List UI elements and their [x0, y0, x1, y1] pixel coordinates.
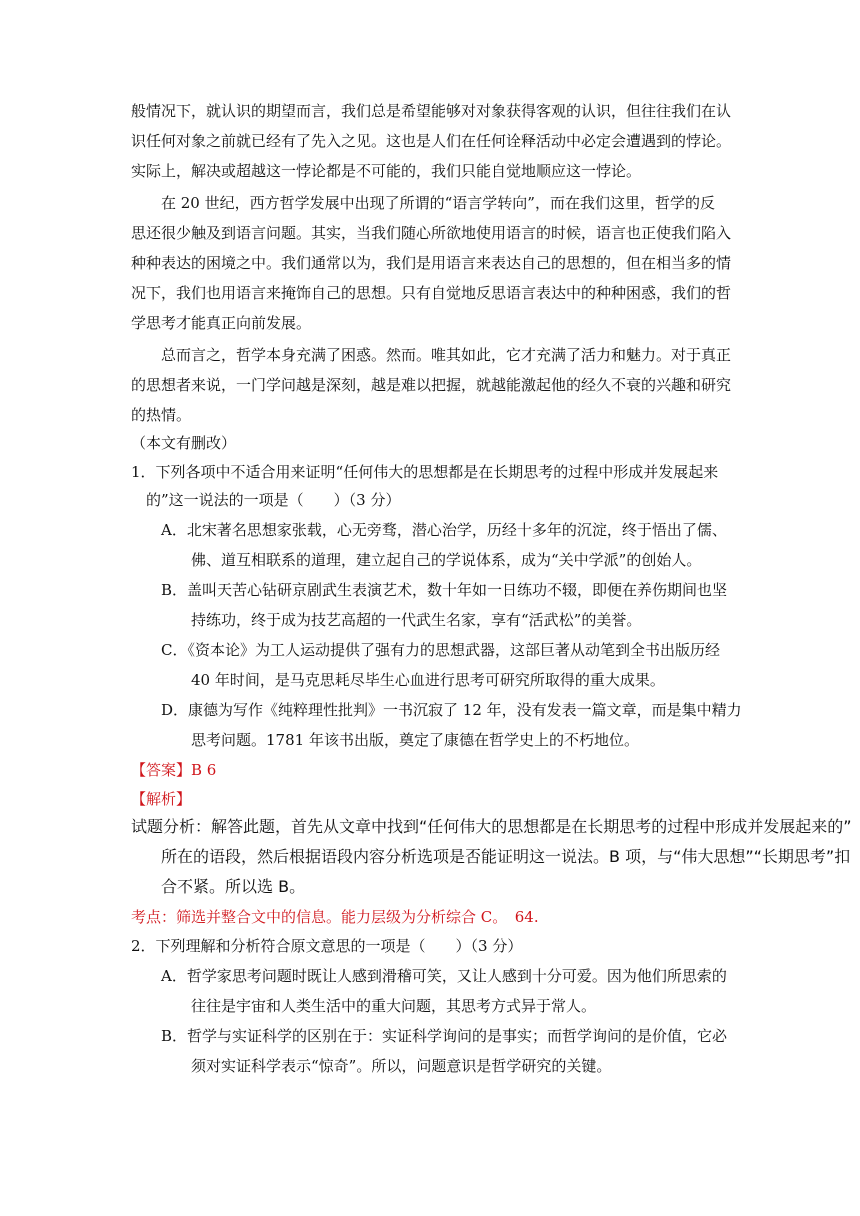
option-d: 思考问题。1781 年该书出版，奠定了康德在哲学史上的不朽地位。 [191, 731, 639, 749]
option-b: B．盖叫天苦心钻研京剧武生表演艺术，数十年如一日练功不辍，即便在养伤期间也坚 [161, 581, 728, 599]
question-1-stem: 1．下列各项中不适合用来证明“任何伟大的思想都是在长期思考的过程中形成并发展起来 [131, 463, 719, 481]
passage-line: 实际上，解决或超越这一悖论都是不可能的，我们只能自觉地顺应这一悖论。 [131, 162, 642, 180]
passage-line: 般情况下，就认识的期望而言，我们总是希望能够对对象获得客观的认识，但往往我们在认 [131, 102, 732, 120]
analysis-text: 试题分析：解答此题，首先从文章中找到“任何伟大的思想都是在长期思考的过程中形成并发展起来的” [131, 817, 852, 836]
passage-line: 总而言之，哲学本身充满了困惑。然而。唯其如此，它才充满了活力和魅力。对于真正 [161, 346, 732, 364]
question-2-stem: 2．下列理解和分析符合原文意思的一项是（ ）（3 分） [131, 937, 523, 955]
option-a: A．哲学家思考问题时既让人感到滑稽可笑，又让人感到十分可爱。因为他们所思索的 [161, 967, 727, 985]
question-1-stem: 的”这一说法的一项是（ ）（3 分） [146, 491, 401, 509]
answer-value: B 6 [191, 761, 217, 779]
option-c: C．《资本论》为工人运动提供了强有力的思想武器，这部巨著从动笔到全书出版历经 [161, 641, 720, 659]
passage-line: 学思考才能真正向前发展。 [131, 314, 312, 332]
knowledge-point: 考点：筛选并整合文中的信息。能力层级为分析综合 C。 64. [131, 908, 539, 926]
option-a: 佛、道互相联系的道理，建立起自己的学说体系，成为“关中学派”的创始人。 [191, 551, 702, 569]
answer-line [131, 760, 216, 780]
passage-line: 思还很少触及到语言问题。其实，当我们随心所欲地使用语言的时候，语言也正使我们陷入 [131, 224, 732, 242]
analysis-text: 所在的语段，然后根据语段内容分析选项是否能证明这一说法。B 项，与“伟大思想”“长期思考”扣 [161, 847, 851, 866]
option-b: 持练功，终于成为技艺高超的一代武生名家，享有“活武松”的美誉。 [191, 611, 642, 629]
passage-line: 种种表达的困境之中。我们通常以为，我们是用语言来表达自己的思想的，但在相当多的情 [131, 254, 732, 272]
option-a: 往往是宇宙和人类生活中的重大问题，其思考方式异于常人。 [191, 997, 597, 1015]
source-note: （本文有删改） [131, 434, 237, 452]
option-d: D．康德为写作《纯粹理性批判》一书沉寂了 12 年，没有发表一篇文章，而是集中精力 [161, 701, 742, 719]
passage-line: 况下，我们也用语言来掩饰自己的思想。只有自觉地反思语言表达中的种种困惑，我们的哲 [131, 284, 732, 302]
option-c: 40 年时间，是马克思耗尽毕生心血进行思考可研究所取得的重大成果。 [191, 671, 665, 689]
passage-line: 的思想者来说，一门学问越是深刻，越是难以把握，就越能激起他的经久不衰的兴趣和研究 [131, 376, 732, 394]
passage-line: 识任何对象之前就已经有了先入之见。这也是人们在任何诠释活动中必定会遭遇到的悖论。 [131, 132, 732, 150]
analysis-label: 【解析】 [131, 790, 192, 808]
option-b: B．哲学与实证科学的区别在于：实证科学询问的是事实；而哲学询问的是价值，它必 [161, 1027, 728, 1045]
passage-line: 的热情。 [131, 406, 192, 424]
option-a: A．北宋著名思想家张载，心无旁骛，潜心治学，历经十多年的沉淀，终于悟出了儒、 [161, 521, 727, 539]
answer-label: 【答案】 [131, 761, 192, 779]
option-b: 须对实证科学表示“惊奇”。所以，问题意识是哲学研究的关键。 [191, 1057, 612, 1075]
analysis-text: 合不紧。所以选 B。 [161, 877, 306, 896]
passage-line: 在 20 世纪，西方哲学发展中出现了所谓的“语言学转向”，而在我们这里，哲学的反 [161, 194, 715, 212]
